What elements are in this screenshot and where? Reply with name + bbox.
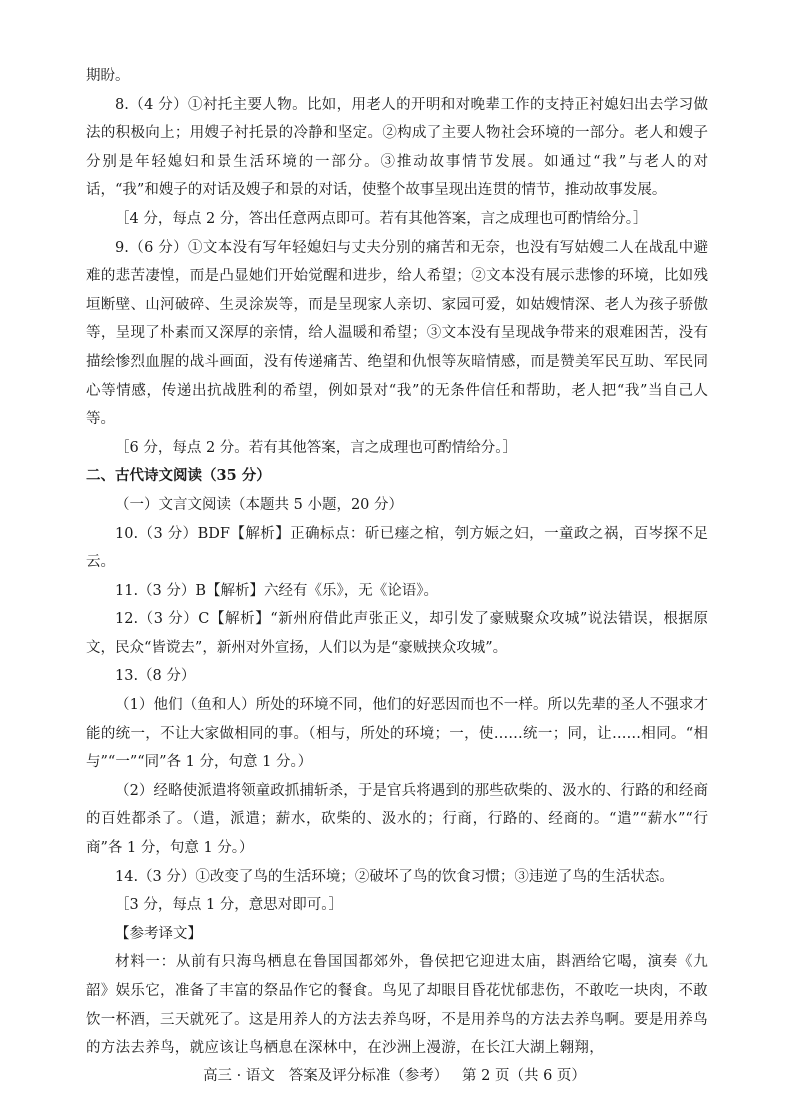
- answer-12: 12.（3 分）C【解析】“新州府借此声张正义，却引发了豪贼聚众攻城”说法错误，根据原文，民众“皆谠去”，新州对外宣扬，人们以为是“豪贼挟众攻城”。: [86, 611, 708, 656]
- scoring-note-14: ［3 分，每点 1 分，意思对即可。］: [115, 897, 344, 914]
- page-footer: 高三 · 语文 答案及评分标准（参考） 第 2 页（共 6 页）: [203, 1068, 586, 1084]
- answer-8: 8.（4 分）①衬托主要人物。比如，用老人的开明和对晚辈工作的支持正衬媳妇出去学习做法的积极向上；用嫂子衬托景的冷静和坚定。②构成了主要人物社会环境的一部分。老人和嫂子分别是年轻媳妇和景生活环境的一部分。③推动故事情节发展。如通过“我”与老人的对话，“我”和嫂子的对话及嫂子和景的对话，使整个故事呈现出连贯的情节，推动故事发展。: [86, 96, 708, 199]
- answer-9: 9.（6 分）①文本没有写年轻媳妇与丈夫分别的痛苦和无奈，也没有写姑嫂二人在战乱中避难的悲苦凄惶，而是凸显她们开始觉醒和进步，给人希望；②文本没有展示悲惨的环境，比如残垣断壁、山河破碎、生灵涂炭等，而是呈现家人亲切、家园可爱，如姑嫂情深、老人为孩子骄傲等，呈现了朴素而又深厚的亲情，给人温暖和希望；③文本没有呈现战争带来的艰难困苦，没有描绘惨烈血腥的战斗画面，没有传递痛苦、绝望和仇恨等灰暗情感，而是赞美军民互助、军民同心等情感，传递出抗战胜利的希望，例如景对“我”的无条件信任和帮助，老人把“我”当自己人等。: [86, 239, 708, 428]
- scoring-note-8: ［4 分，每点 2 分，答出任意两点即可。若有其他答案，言之成理也可酌情给分。］: [115, 210, 648, 227]
- answer-10: 10.（3 分）BDF【解析】正确标点：斫已瘗之棺，刳方娠之妇，一童政之祸，百岑探不足云。: [86, 525, 708, 571]
- translation-material-1: 材料一：从前有只海鸟栖息在鲁国国都郊外，鲁侯把它迎进太庙，斟酒给它喝，演奏《九韶》娱乐它，准备了丰富的祭品作它的餐食。鸟见了却眼目昏花忧郁悲伤，不敢吃一块肉，不敢饮一杯酒，三天就死了。这是用养人的方法去养鸟呀，不是用养鸟的方法去养鸟啊。要是用养鸟的方法去养鸟，就应该让鸟栖息在深林中，在沙洲上漫游，在长江大湖上翱翔，: [86, 954, 708, 1057]
- answer-13-part-1: （1）他们（鱼和人）所处的环境不同，他们的好恶因而也不一样。所以先辈的圣人不强求才能的统一，不让大家做相同的事。（相与，所处的环境；一，使……统一；同，让……相同。“相与”“一”“同”各 1 分，句意 1 分。）: [86, 697, 708, 771]
- subsection-heading-prose: （一）文言文阅读（本题共 5 小题，20 分）: [115, 496, 404, 513]
- scoring-note-9: ［6 分，每点 2 分。若有其他答案，言之成理也可酌情给分。］: [115, 439, 518, 456]
- section-heading-classical: 二、古代诗文阅读（35 分）: [86, 467, 271, 485]
- answer-14: 14.（3 分）①改变了鸟的生活环境；②破坏了鸟的饮食习惯；③违逆了鸟的生活状态。: [115, 868, 674, 885]
- answer-text-body: [86, 62, 708, 1063]
- translation-heading: 【参考译文】: [115, 925, 202, 942]
- answer-11: 11.（3 分）B【解析】六经有《乐》，无《论语》。: [115, 582, 439, 599]
- answer-13-header: 13.（8 分）: [115, 668, 196, 685]
- answer-13-part-2: （2）经略使派遣将领童政抓捕斩杀，于是官兵将遇到的那些砍柴的、汲水的、行路的和经商的百姓都杀了。（遣，派遣；薪水，砍柴的、汲水的；行商，行路的、经商的。“遣”“薪水”“行商”各 1 分，句意 1 分。）: [86, 782, 708, 857]
- paragraph-continuation: 期盼。: [86, 68, 130, 84]
